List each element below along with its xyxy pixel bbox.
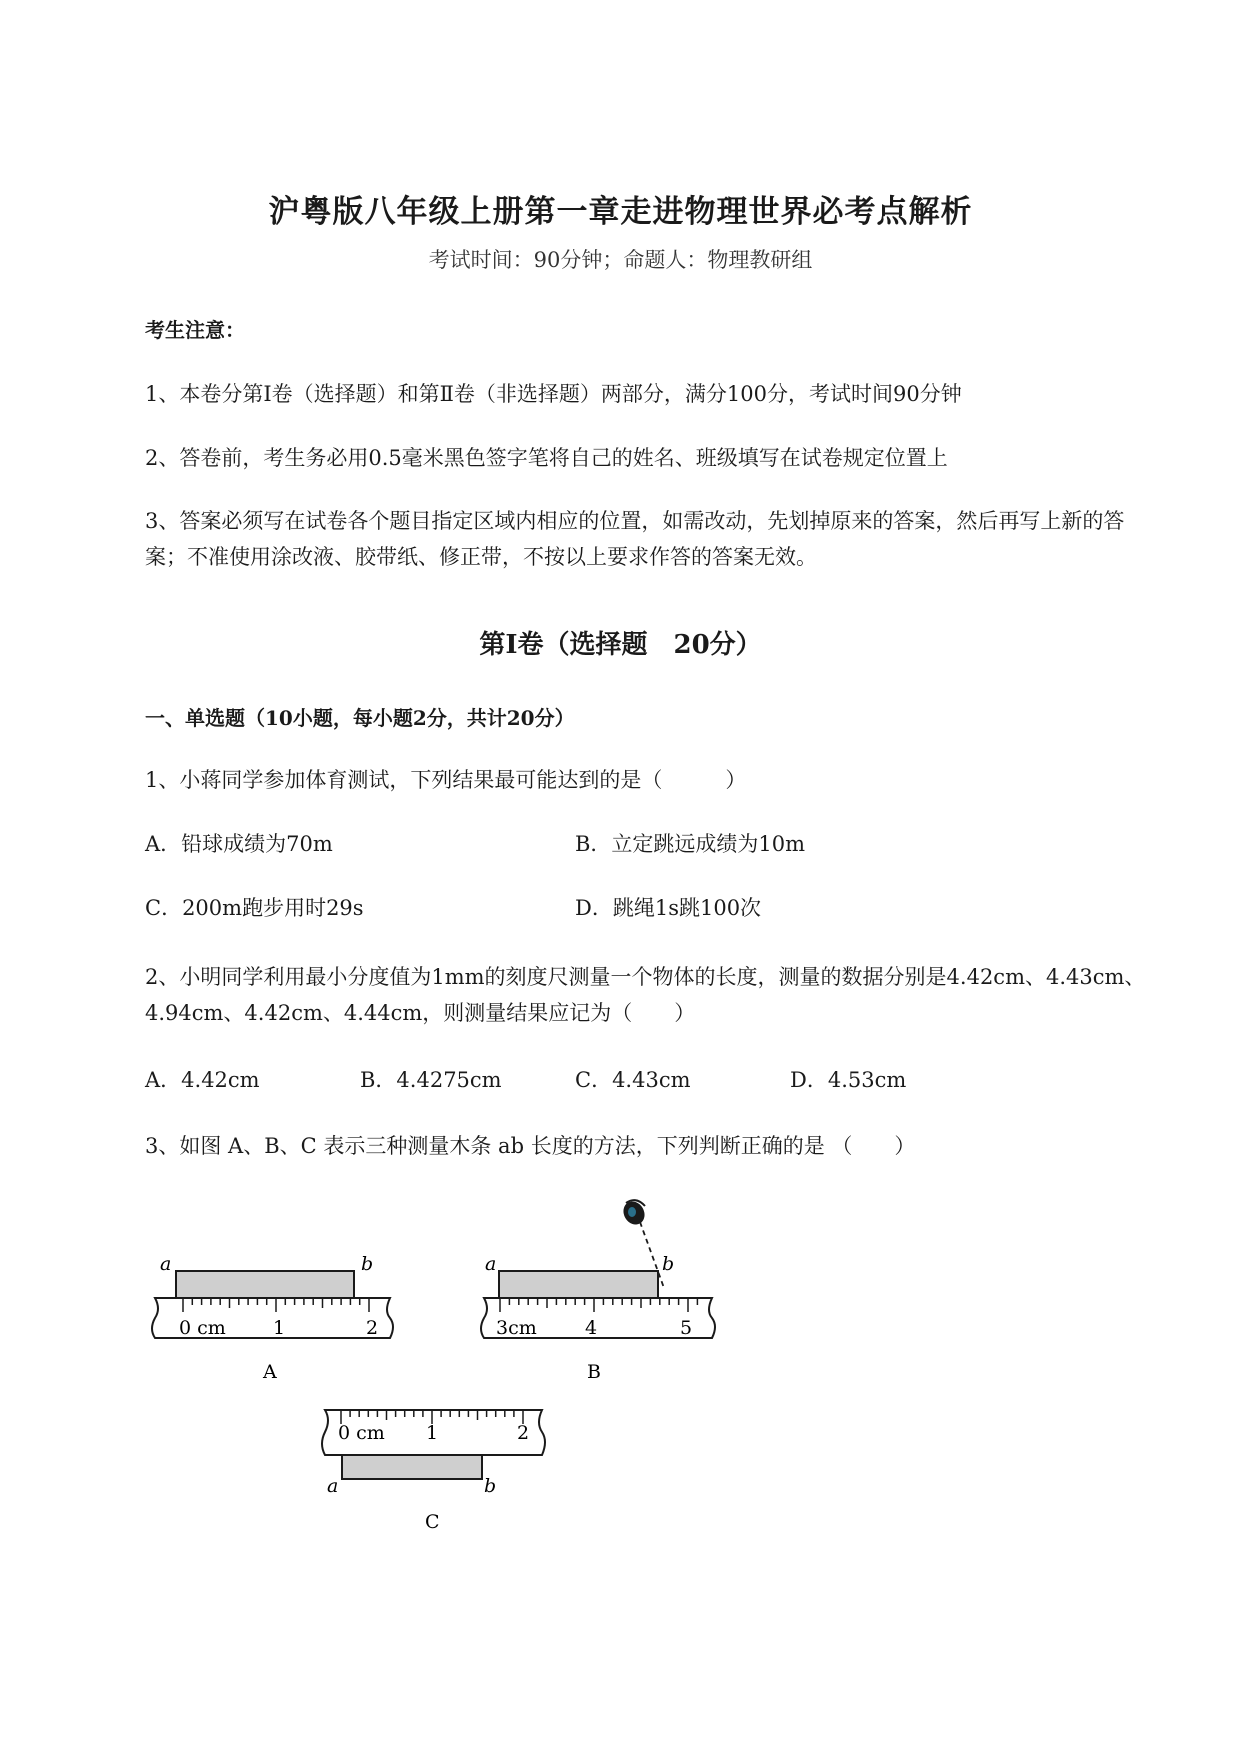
page-title: 沪粤版八年级上册第一章走进物理世界必考点解析 <box>268 194 973 230</box>
eye-icon <box>619 1198 648 1229</box>
label-a-ruler-b: a <box>485 1253 497 1275</box>
notice-item-1: 1、本卷分第Ⅰ卷（选择题）和第Ⅱ卷（非选择题）两部分，满分100分，考试时间90分钟 <box>145 382 962 406</box>
ruler-c-scale-1: 1 <box>426 1422 439 1444</box>
question-3-stem: 3、如图 A、B、C 表示三种测量木条 ab 长度的方法，下列判断正确的是 （ ） <box>145 1134 916 1158</box>
wood-strip-c <box>342 1455 482 1479</box>
ruler-a-scale-0: 0 cm <box>179 1317 226 1339</box>
question-1-option-b: B．立定跳远成绩为10m <box>575 832 806 856</box>
ruler-b-scale-3: 3cm <box>496 1317 537 1339</box>
notice-item-3: 3、答案必须写在试卷各个题目指定区域内相应的位置，如需改动，先划掉原来的答案，然后再写上新的答案；不准使用涂改液、胶带纸、修正带，不按以上要求作答的答案无效。 <box>145 509 1125 569</box>
ruler-a-scale-1: 1 <box>273 1317 286 1339</box>
caption-a: A <box>263 1361 277 1383</box>
notice-item-2: 2、答卷前，考生务必用0.5毫米黑色签字笔将自己的姓名、班级填写在试卷规定位置上 <box>145 446 948 470</box>
question-1-stem: 1、小蒋同学参加体育测试，下列结果最可能达到的是（ ） <box>145 768 747 792</box>
caption-b: B <box>587 1361 601 1383</box>
question-2-stem: 2、小明同学利用最小分度值为1mm的刻度尺测量一个物体的长度，测量的数据分别是4.42cm、4.43cm、4.94cm、4.42cm、4.44cm，则测量结果应记为（ ） <box>145 965 1146 1025</box>
question-2-option-a: A．4.42cm <box>145 1068 260 1092</box>
part-label: 一、单选题（10小题，每小题2分，共计20分） <box>145 706 575 730</box>
caption-c: C <box>425 1511 440 1533</box>
ruler-c-scale-0: 0 cm <box>338 1422 385 1444</box>
question-1-option-a: A．铅球成绩为70m <box>145 832 333 856</box>
exam-info: 考试时间：90分钟；命题人：物理教研组 <box>428 248 813 272</box>
question-1-option-c: C．200m跑步用时29s <box>145 896 364 920</box>
label-b-ruler-c: b <box>484 1475 497 1497</box>
wood-strip-a <box>176 1271 354 1298</box>
label-a-ruler-c: a <box>327 1475 339 1497</box>
ruler-a-scale-2: 2 <box>366 1317 379 1339</box>
question-2-option-b: B．4.4275cm <box>360 1068 502 1092</box>
question-2-option-c: C．4.43cm <box>575 1068 691 1092</box>
wood-strip-b <box>499 1271 658 1298</box>
ruler-c-scale-2: 2 <box>517 1422 530 1444</box>
label-b-ruler-b: b <box>662 1253 675 1275</box>
ruler-b-scale-4: 4 <box>585 1317 598 1339</box>
question-2-option-d: D．4.53cm <box>790 1068 907 1092</box>
question-1-option-d: D．跳绳1s跳100次 <box>575 896 762 920</box>
label-a-ruler-a: a <box>160 1253 172 1275</box>
notice-label: 考生注意： <box>145 318 245 342</box>
section-title: 第Ⅰ卷（选择题 20分） <box>479 630 762 660</box>
ruler-b-scale-5: 5 <box>680 1317 693 1339</box>
label-b-ruler-a: b <box>361 1253 374 1275</box>
